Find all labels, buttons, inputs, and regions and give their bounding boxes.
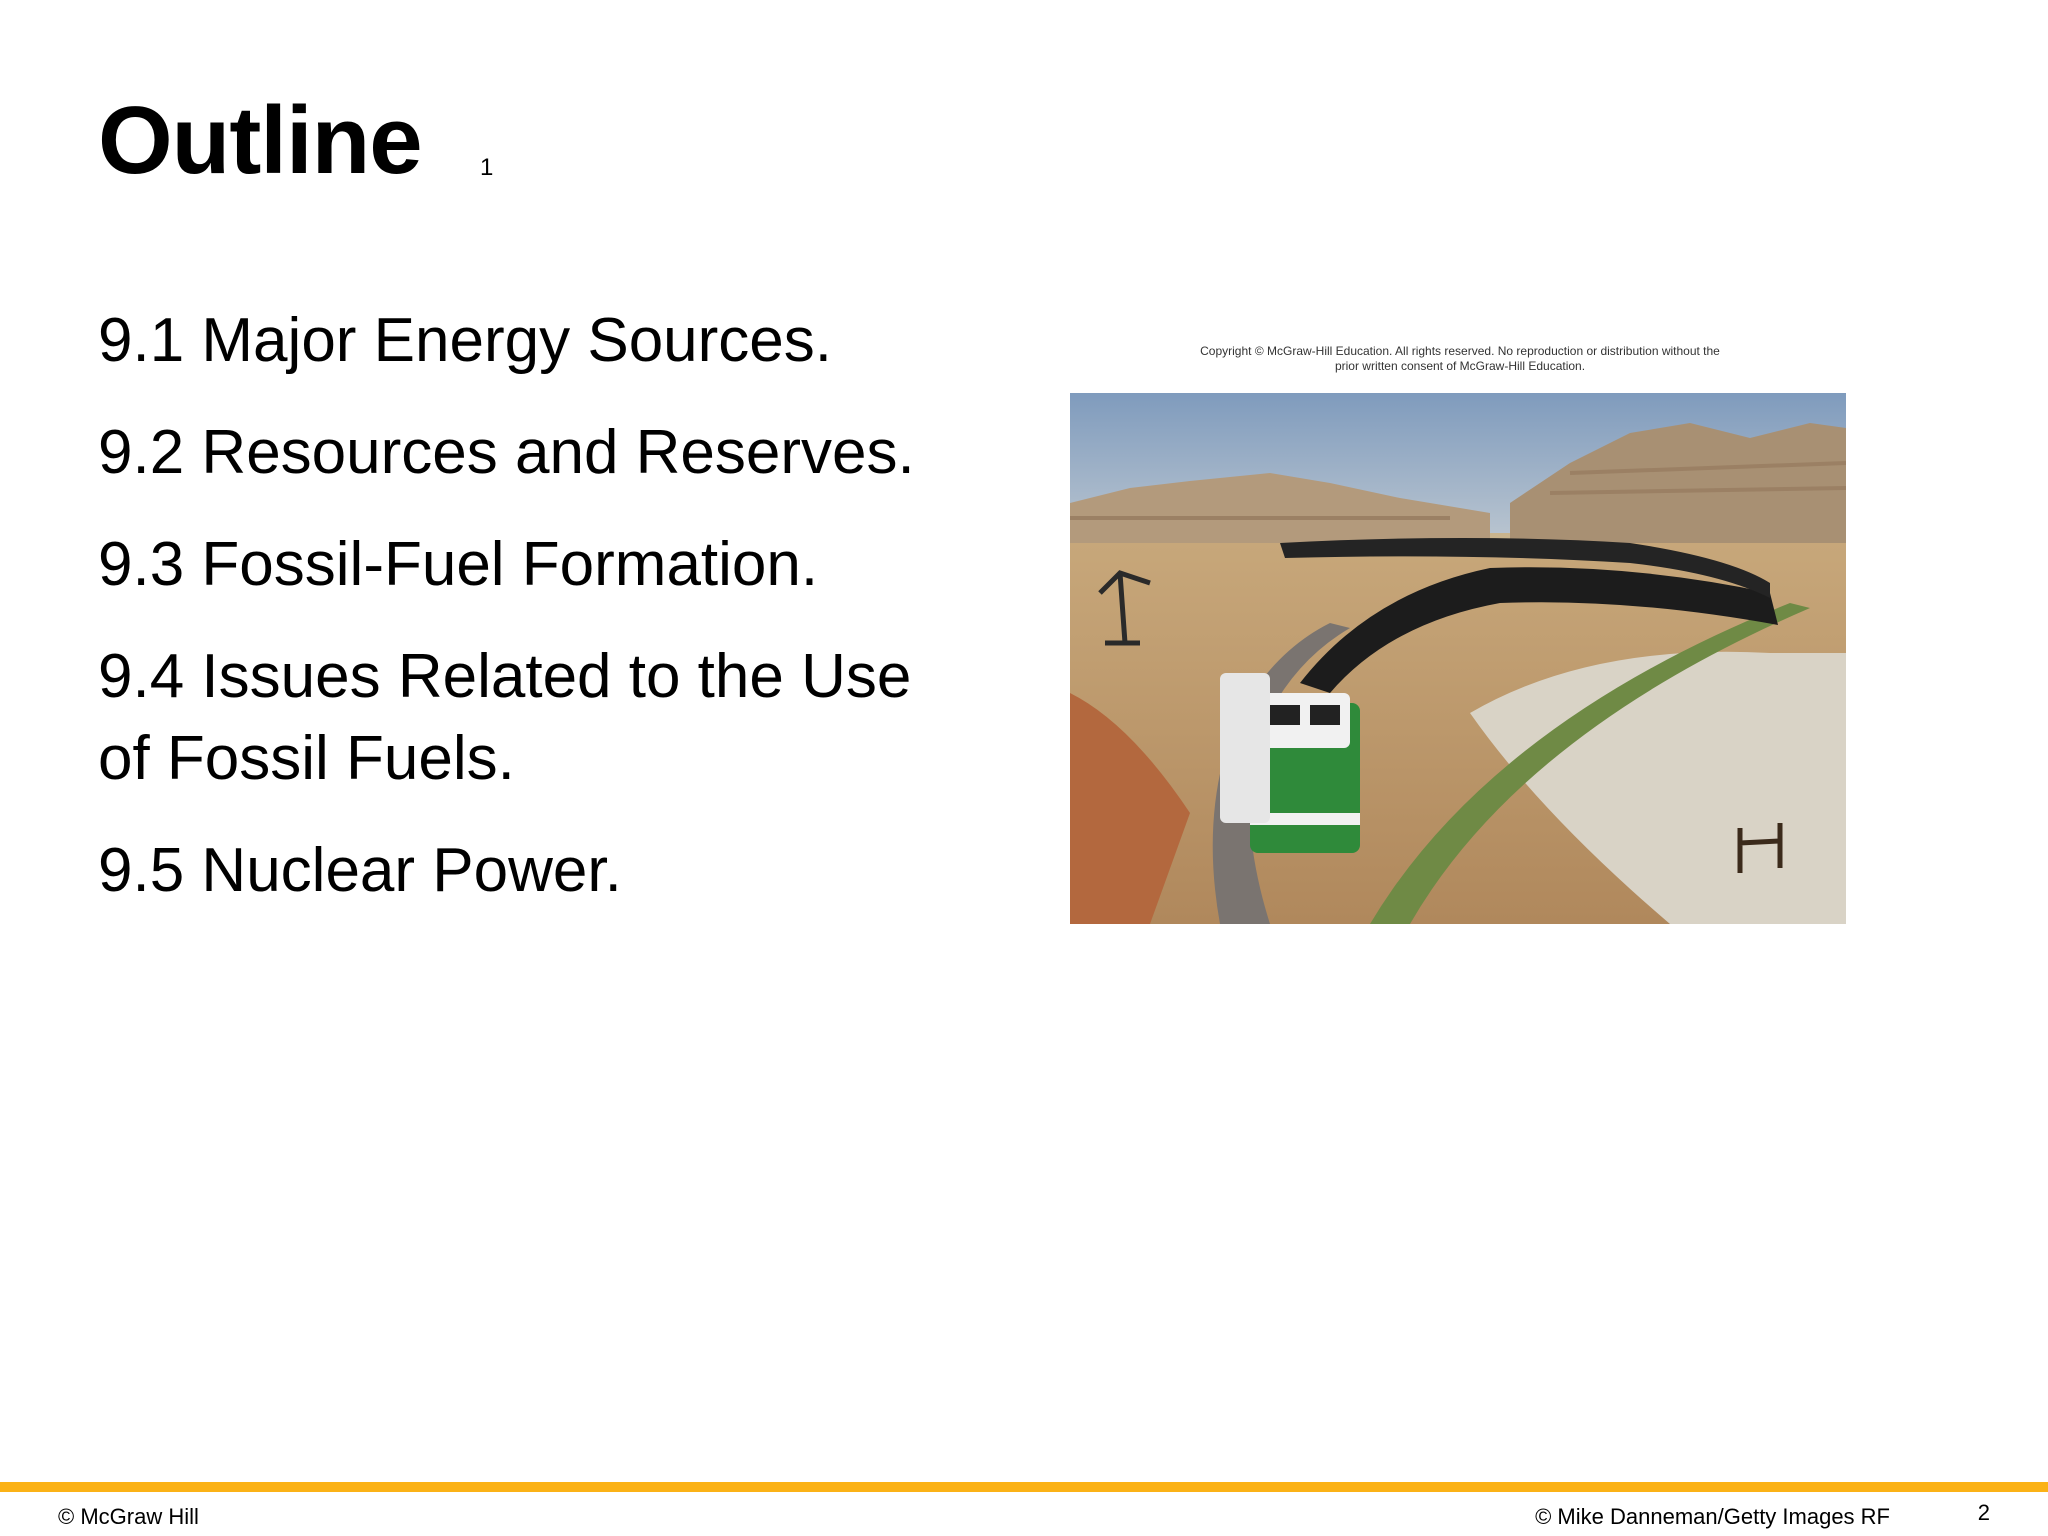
outline-list [98, 300, 958, 942]
image-copyright-notice: Copyright © McGraw-Hill Education. All rights reserved. No reproduction or distribution without the prior written consent of McGraw-Hill Education. [1200, 344, 1720, 373]
outline-item-9-3: 9.3 Fossil-Fuel Formation. [98, 530, 819, 599]
second-locomotive [1220, 673, 1270, 823]
slide-title: Outline [98, 87, 422, 194]
page-number: 2 [1977, 1500, 1990, 1525]
title-superscript: 1 [480, 154, 494, 181]
outline-item-9-4: 9.4 Issues Related to the Use of Fossil Fuels. [98, 642, 912, 793]
coal-train-photo [1070, 393, 1846, 924]
outline-item-9-2: 9.2 Resources and Reserves. [98, 418, 915, 487]
footer-photo-credit: © Mike Danneman/Getty Images RF [1535, 1504, 1890, 1529]
locomotive-window-right [1310, 705, 1340, 725]
footer-accent-bar [0, 1482, 2048, 1492]
locomotive-window-left [1270, 705, 1300, 725]
outline-item-9-1: 9.1 Major Energy Sources. [98, 306, 833, 375]
coal-train-illustration [1070, 393, 1846, 924]
outline-item-9-5: 9.5 Nuclear Power. [98, 836, 622, 905]
footer-left-credit: © McGraw Hill [58, 1504, 199, 1529]
